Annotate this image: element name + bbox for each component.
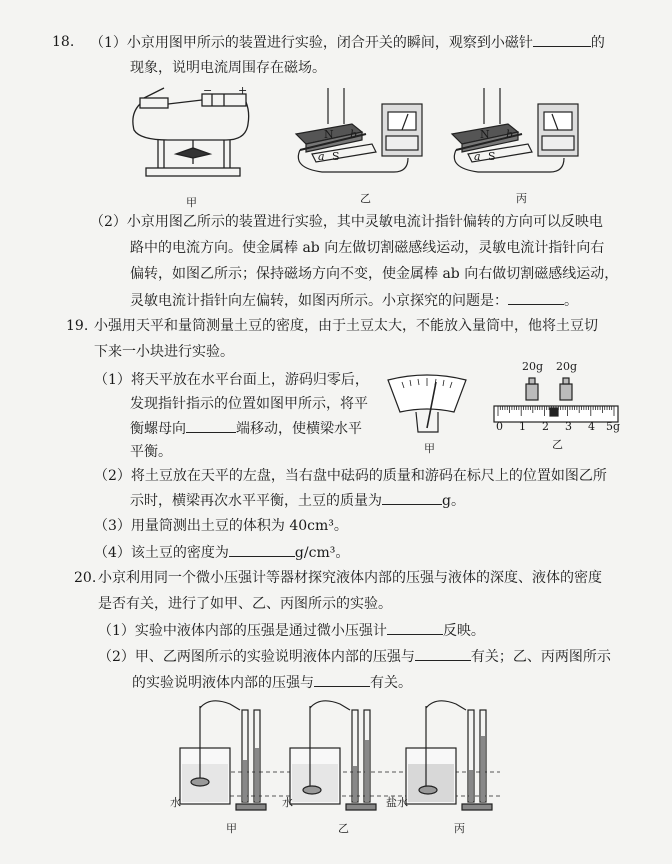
ruler-tick-2: 2 — [542, 420, 549, 433]
q19-p3-label: （3） — [94, 518, 131, 534]
q20-p2-label: （2） — [98, 649, 135, 665]
q18-p2-blank[interactable] — [508, 290, 564, 305]
q20-p1-label: （1） — [98, 623, 135, 639]
q20-figure — [170, 700, 530, 820]
ruler-tick-4: 4 — [588, 420, 595, 433]
q19-p1-blank[interactable] — [186, 418, 236, 433]
q20-p2-text2b: 有关。 — [370, 675, 412, 691]
q18-p1-text1b: 的 — [590, 35, 605, 51]
q19-p2-text2b: g。 — [442, 493, 465, 509]
q20-p1-text: 实验中液体内部的压强是通过微小压强计 — [134, 623, 387, 639]
q18-p2-text4: 灵敏电流计指针向左偏转，如图丙所示。小京探究的问题是： — [130, 293, 508, 309]
plus-sign: + — [238, 84, 248, 97]
q19-p2-line1 — [94, 466, 607, 486]
setup-yi — [290, 701, 376, 810]
q19-p4-unit: g/cm³。 — [294, 545, 350, 561]
ruler-tick-3: 3 — [565, 420, 572, 433]
setup-bing — [406, 701, 492, 810]
weight-label-1: 20g — [522, 360, 544, 373]
q19-p4-text: 该土豆的密度为 — [130, 545, 229, 561]
q19-p3-line — [94, 516, 348, 536]
q19-p2-line2 — [130, 490, 465, 511]
q19-p1-text3: 衡螺母向 — [130, 421, 186, 437]
label-a-bing: a — [474, 150, 481, 163]
q19-number: 19. — [66, 318, 89, 334]
label-saltwater: 盐水 — [386, 796, 408, 809]
q18-p1-line1 — [90, 32, 605, 53]
setup-jia — [180, 701, 266, 810]
q19-p1-text3b: 端移动，使横梁水平 — [236, 421, 362, 437]
q18-fig-yi — [292, 88, 432, 188]
q20-caption-jia: 甲 — [226, 822, 237, 835]
q19-caption-jia: 甲 — [424, 442, 435, 455]
label-n-bing: N — [480, 128, 490, 141]
q20-p2-blank2[interactable] — [314, 672, 370, 687]
q19-p2-text1: 将土豆放在天平的左盘，当右盘中砝码的质量和游码在标尺上的位置如图乙所 — [130, 468, 607, 484]
q20-number: 20. — [74, 570, 97, 586]
q19-fig-jia — [384, 372, 470, 436]
q20-caption-bing: 丙 — [454, 822, 465, 835]
q18-p1-line2: 现象，说明电流周围存在磁场。 — [130, 60, 326, 76]
q19-p1-line2: 发现指针指示的位置如图甲所示，将平 — [130, 396, 368, 412]
q20-p1-line — [98, 620, 485, 641]
ruler-tick-5: 5g — [606, 420, 621, 433]
ruler-tick-0: 0 — [496, 420, 503, 433]
q19-p1-text1: 将天平放在水平台面上，游码归零后， — [130, 372, 369, 388]
q19-fig-yi — [492, 376, 622, 432]
q20-p2-text1: 甲、乙两图所示的实验说明液体内部的压强与 — [134, 649, 415, 665]
q18-p1-text1: 小京用图甲所示的装置进行实验，闭合开关的瞬间，观察到小磁针 — [126, 35, 533, 51]
label-water-jia: 水 — [170, 796, 181, 809]
q18-p2-line3: 偏转，如图乙所示；保持磁场方向不变，使金属棒 ab 向右做切割磁感线运动， — [130, 266, 619, 282]
q20-caption-yi: 乙 — [338, 822, 349, 835]
switch — [140, 98, 168, 108]
label-n-yi: N — [324, 128, 334, 141]
q18-p2-text4b: 。 — [564, 293, 578, 309]
q18-p2-line1 — [90, 212, 603, 232]
q19-p2-blank[interactable] — [382, 490, 442, 505]
q20-p2-line2 — [132, 672, 412, 693]
q18-p2-line2: 路中的电流方向。使金属棒 ab 向左做切割磁感线运动，灵敏电流计指针向右 — [130, 240, 605, 256]
q18-p2-text1: 小京用图乙所示的装置进行实验，其中灵敏电流计指针偏转的方向可以反映电 — [126, 214, 603, 230]
label-water-yi: 水 — [282, 796, 293, 809]
minus-sign: − — [203, 84, 213, 97]
q20-intro2: 是否有关，进行了如甲、乙、丙图所示的实验。 — [98, 596, 392, 612]
ruler-tick-1: 1 — [519, 420, 526, 433]
q18-p2-line4 — [130, 290, 578, 311]
q18-caption-bing: 丙 — [516, 192, 527, 205]
weight-label-2: 20g — [556, 360, 578, 373]
q19-p3-text: 用量筒测出土豆的体积为 40cm³。 — [130, 518, 348, 534]
q20-intro1: 小京利用同一个微小压强计等器材探究液体内部的压强与液体的深度、液体的密度 — [98, 570, 602, 586]
q18-number: 18. — [52, 34, 75, 50]
q19-p2-text2: 示时，横梁再次水平平衡，土豆的质量为 — [130, 493, 382, 509]
q20-p2-text2: 的实验说明液体内部的压强与 — [132, 675, 314, 691]
label-b-bing: b — [506, 128, 514, 141]
q18-p1-blank[interactable] — [533, 32, 591, 47]
q19-p1-line1 — [94, 370, 369, 390]
q18-caption-jia: 甲 — [186, 196, 197, 209]
label-s-yi: S — [332, 150, 340, 163]
q18-p1-label: （1） — [90, 35, 127, 51]
q19-intro1: 小强用天平和量筒测量土豆的密度，由于土豆太大，不能放入量筒中，他将土豆切 — [94, 318, 598, 334]
q19-intro2: 下来一小块进行实验。 — [94, 344, 234, 360]
q20-p1-blank[interactable] — [387, 620, 443, 635]
q19-p4-label: （4） — [94, 545, 131, 561]
q20-p1-textb: 反映。 — [442, 623, 485, 639]
q19-p2-label: （2） — [94, 468, 131, 484]
q19-p4-line — [94, 542, 349, 563]
q19-p1-line4: 平衡。 — [130, 444, 172, 460]
label-a-yi: a — [318, 150, 325, 163]
q20-p2-line1 — [98, 646, 611, 667]
q18-fig-bing — [448, 88, 588, 188]
q19-p1-line3 — [130, 418, 362, 439]
q19-caption-yi: 乙 — [552, 438, 563, 451]
q20-p2-blank1[interactable] — [415, 646, 471, 661]
q18-caption-yi: 乙 — [360, 192, 371, 205]
q20-p2-text1b: 有关；乙、丙两图所示 — [470, 649, 611, 665]
label-s-bing: S — [488, 150, 496, 163]
q18-fig-jia — [128, 84, 258, 196]
q19-p1-label: （1） — [94, 372, 131, 388]
q18-p2-label: （2） — [90, 214, 127, 230]
label-b-yi: b — [350, 128, 358, 141]
q19-p4-blank[interactable] — [229, 542, 295, 557]
